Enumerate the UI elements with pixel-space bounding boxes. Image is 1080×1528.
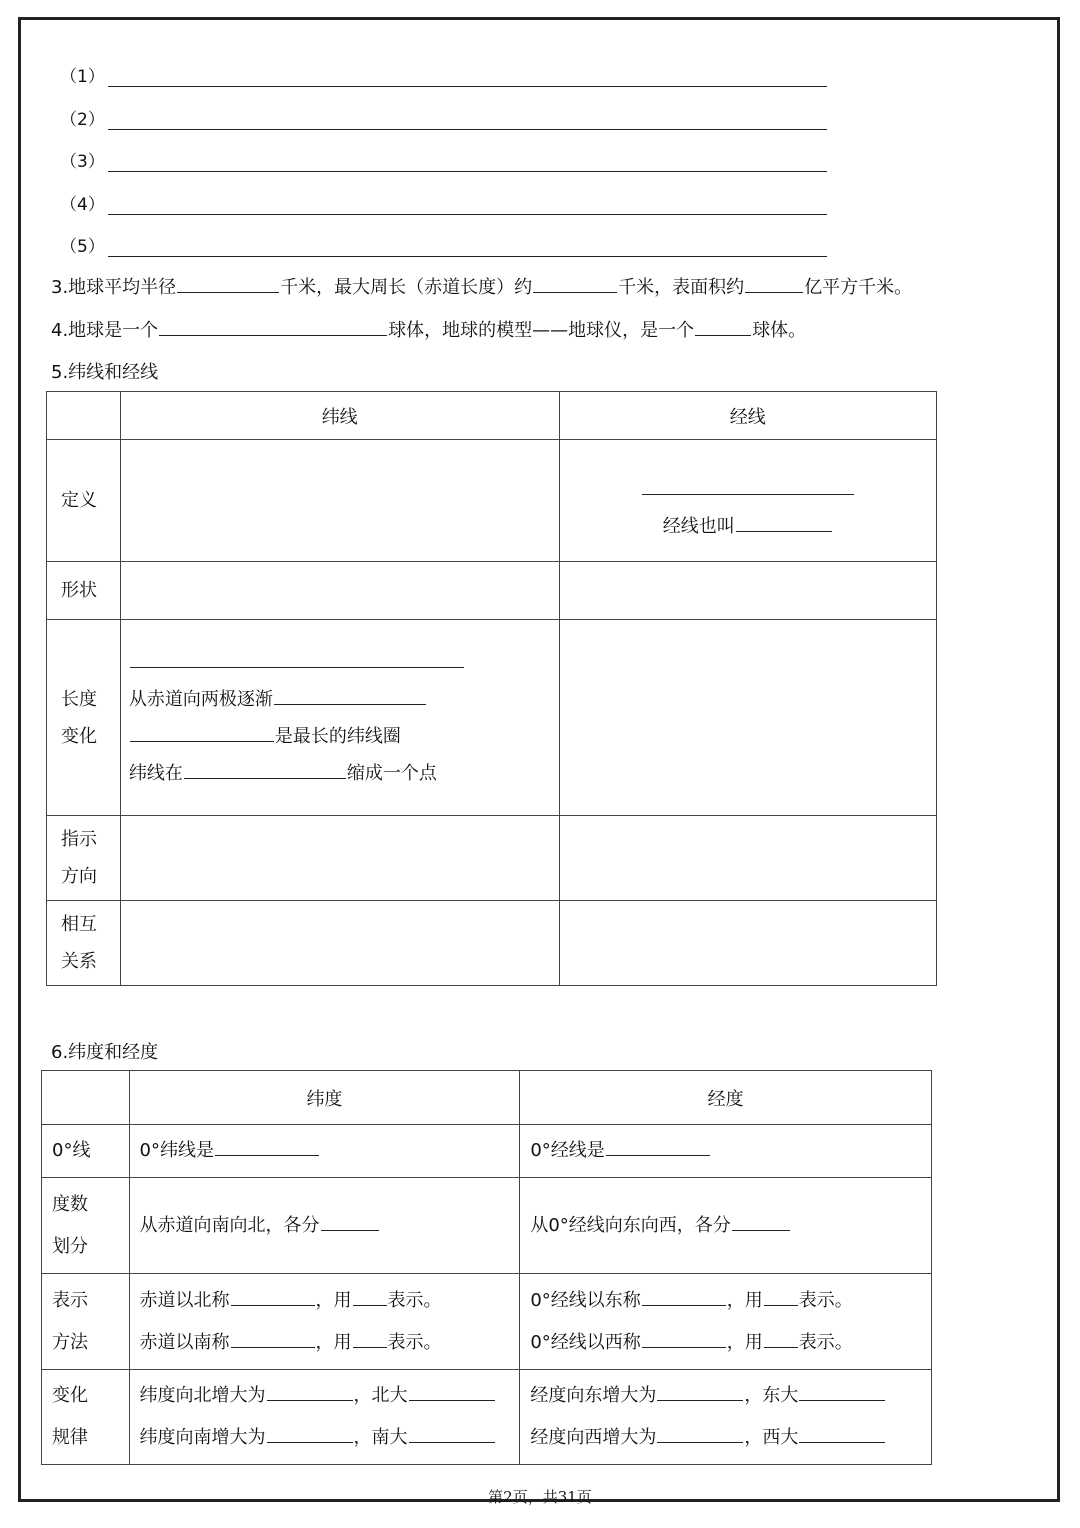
answer-blank[interactable]: [799, 1424, 885, 1443]
answer-blank[interactable]: [736, 513, 832, 532]
blank-number: （3）: [60, 152, 105, 172]
answer-blank[interactable]: [732, 1212, 790, 1231]
cell-weixian-relation[interactable]: [120, 901, 559, 986]
question-6-title: 6.纬度和经度: [51, 1042, 159, 1063]
question-3: 3.地球平均半径 千米，最大周长（赤道长度）约 千米，表面积约 亿平方千米。: [51, 273, 912, 299]
header-weixian: 纬线: [120, 392, 559, 440]
answer-blank[interactable]: [159, 317, 387, 336]
row-label-relation: 相互 关系: [47, 901, 121, 986]
answer-line[interactable]: [108, 234, 827, 257]
blank-row-2: [60, 100, 827, 130]
row-label-zero-line: 0°线: [42, 1125, 130, 1178]
answer-blank[interactable]: [642, 476, 854, 495]
header-jingxian: 经线: [559, 392, 936, 440]
corner-cell: [42, 1071, 130, 1125]
cell-jingxian-direction[interactable]: [559, 816, 936, 901]
row-label-shape: 形状: [47, 562, 121, 620]
answer-blank[interactable]: [764, 1287, 798, 1306]
question-5-title: 5.纬线和经线: [51, 362, 159, 383]
answer-blank[interactable]: [606, 1137, 710, 1156]
answer-line[interactable]: [108, 192, 827, 215]
row-label-degree: 度数 划分: [42, 1178, 130, 1274]
answer-blank[interactable]: [321, 1212, 379, 1231]
answer-blank[interactable]: [799, 1382, 885, 1401]
answer-blank[interactable]: [267, 1382, 353, 1401]
answer-blank[interactable]: [267, 1424, 353, 1443]
answer-blank[interactable]: [657, 1424, 743, 1443]
blank-row-3: [60, 142, 827, 172]
answer-line[interactable]: [108, 107, 827, 130]
latitude-longitude-lines-table: [46, 391, 937, 986]
answer-blank[interactable]: [231, 1329, 315, 1348]
answer-blank[interactable]: [642, 1287, 726, 1306]
cell-degree-longitude[interactable]: 从0°经线向东向西，各分: [520, 1178, 932, 1274]
blank-row-1: [60, 57, 827, 87]
cell-jingxian-relation[interactable]: [559, 901, 936, 986]
blank-row-5: [60, 227, 827, 257]
blank-number: （5）: [60, 237, 105, 257]
cell-method-longitude[interactable]: 0°经线以东称 ，用 表示。 0°经线以西称 ，用 表示。: [520, 1274, 932, 1370]
blank-row-4: [60, 185, 827, 215]
answer-blank[interactable]: [353, 1329, 387, 1348]
row-label-direction: 指示 方向: [47, 816, 121, 901]
answer-blank[interactable]: [274, 686, 426, 705]
row-label-length: 长度 变化: [47, 620, 121, 816]
header-jingdu: 经度: [520, 1071, 932, 1125]
answer-blank[interactable]: [409, 1424, 495, 1443]
answer-blank[interactable]: [533, 274, 617, 293]
cell-jingxian-shape[interactable]: [559, 562, 936, 620]
answer-blank[interactable]: [657, 1382, 743, 1401]
cell-weixian-length[interactable]: 从赤道向两极逐渐 是最长的纬线圈 纬线在 缩成一个点: [120, 620, 559, 816]
cell-degree-latitude[interactable]: 从赤道向南向北，各分: [129, 1178, 520, 1274]
question-4: 4.地球是一个 球体，地球的模型——地球仪，是一个 球体。: [51, 316, 806, 342]
answer-blank[interactable]: [353, 1287, 387, 1306]
blank-number: （4）: [60, 195, 105, 215]
answer-blank[interactable]: [695, 317, 751, 336]
answer-blank[interactable]: [130, 649, 464, 668]
cell-zero-longitude[interactable]: 0°经线是: [520, 1125, 932, 1178]
cell-weixian-shape[interactable]: [120, 562, 559, 620]
answer-line[interactable]: [108, 149, 827, 172]
row-label-rule: 变化 规律: [42, 1370, 130, 1465]
answer-blank[interactable]: [184, 760, 346, 779]
page-number: 第2页，共31页: [488, 1488, 592, 1506]
cell-rule-latitude[interactable]: 纬度向北增大为 ，北大 纬度向南增大为 ，南大: [129, 1370, 520, 1465]
blank-number: （1）: [60, 67, 105, 87]
cell-method-latitude[interactable]: 赤道以北称 ，用 表示。 赤道以南称 ，用 表示。: [129, 1274, 520, 1370]
header-weidu: 纬度: [129, 1071, 520, 1125]
answer-blank[interactable]: [215, 1137, 319, 1156]
cell-rule-longitude[interactable]: 经度向东增大为 ，东大 经度向西增大为 ，西大: [520, 1370, 932, 1465]
answer-blank[interactable]: [764, 1329, 798, 1348]
blank-number: （2）: [60, 110, 105, 130]
answer-blank[interactable]: [231, 1287, 315, 1306]
cell-jingxian-length[interactable]: [559, 620, 936, 816]
corner-cell: [47, 392, 121, 440]
answer-line[interactable]: [108, 64, 827, 87]
cell-zero-latitude[interactable]: 0°纬线是: [129, 1125, 520, 1178]
cell-jingxian-definition[interactable]: 经线也叫: [559, 440, 936, 562]
answer-blank[interactable]: [745, 274, 803, 293]
cell-weixian-definition[interactable]: [120, 440, 559, 562]
answer-blank[interactable]: [642, 1329, 726, 1348]
answer-blank[interactable]: [130, 723, 274, 742]
latitude-longitude-degrees-table: [41, 1070, 932, 1465]
answer-blank[interactable]: [177, 274, 279, 293]
row-label-method: 表示 方法: [42, 1274, 130, 1370]
answer-blank[interactable]: [409, 1382, 495, 1401]
row-label-definition: 定义: [47, 440, 121, 562]
cell-weixian-direction[interactable]: [120, 816, 559, 901]
